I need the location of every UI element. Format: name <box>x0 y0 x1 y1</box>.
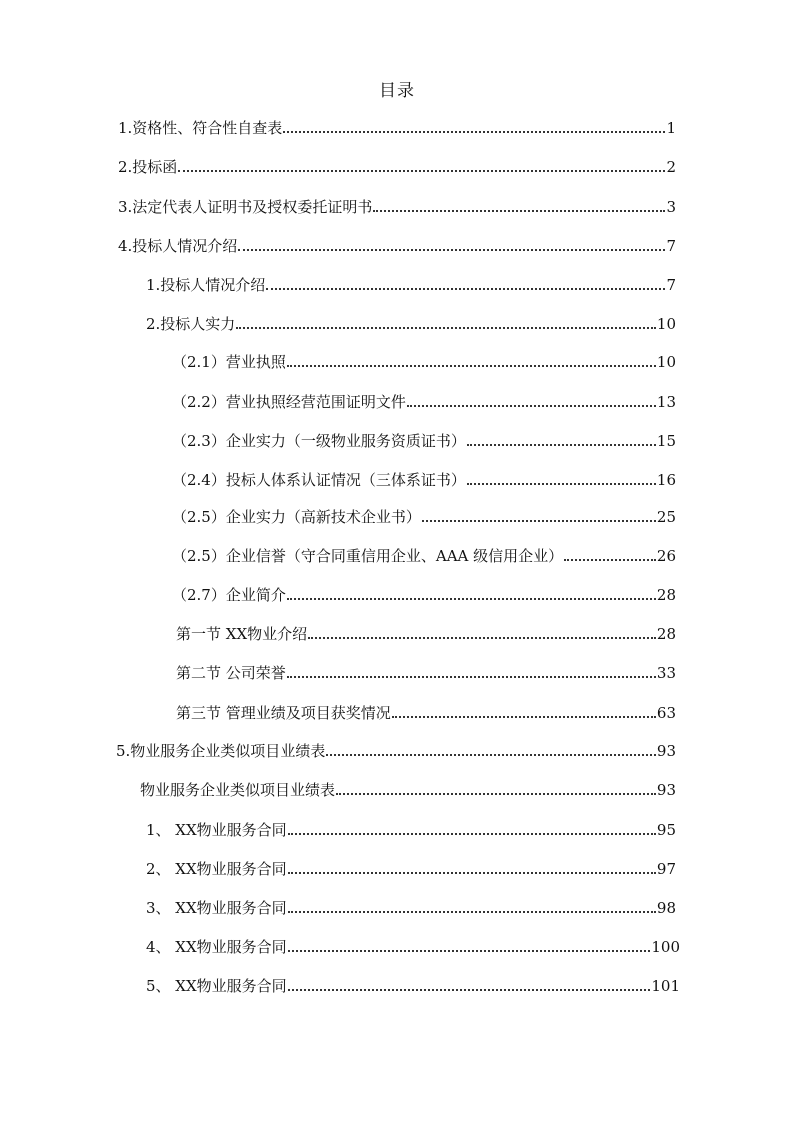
toc-entry-label: 3.法定代表人证明书及授权委托证明书 <box>118 198 373 216</box>
toc-entry-page-number: 2 <box>666 158 676 176</box>
toc-entry[interactable] <box>146 275 676 295</box>
toc-entry[interactable] <box>140 780 676 800</box>
toc-entry-page-number: 33 <box>656 664 676 682</box>
toc-entry-label: （2.2）营业执照经营范围证明文件 <box>172 393 406 411</box>
toc-entry[interactable] <box>146 314 676 334</box>
dot-leader <box>238 249 665 251</box>
dot-leader <box>392 716 656 718</box>
toc-entry[interactable] <box>176 703 676 723</box>
toc-entry-label: （2.5）企业信誉（守合同重信用企业、AAA 级信用企业） <box>172 547 564 565</box>
toc-entry[interactable] <box>118 236 676 256</box>
toc-entry-page-number: 26 <box>656 547 676 565</box>
toc-entry[interactable] <box>146 898 676 918</box>
toc-entry-label: （2.5）企业实力（高新技术企业书） <box>172 508 421 526</box>
toc-entry-label: 第一节 XX物业介绍 <box>176 625 308 643</box>
toc-entry-label: 5.物业服务企业类似项目业绩表 <box>116 742 326 760</box>
toc-entry-page-number: 25 <box>656 508 676 526</box>
toc-entry-page-number: 13 <box>656 393 676 411</box>
toc-entry-label: 第二节 公司荣誉 <box>176 664 286 682</box>
toc-entry-page-number: 100 <box>651 938 680 956</box>
toc-entry-label: 5、 XX物业服务合同 <box>146 977 287 995</box>
toc-entry-label: 1.投标人情况介绍 <box>146 276 266 294</box>
toc-entry-page-number: 15 <box>656 432 676 450</box>
toc-entry[interactable] <box>118 118 676 138</box>
dot-leader <box>266 288 665 290</box>
toc-entry-page-number: 16 <box>656 471 676 489</box>
toc-entry-page-number: 1 <box>666 119 676 137</box>
toc-entry-label: 2、 XX物业服务合同 <box>146 860 287 878</box>
toc-entry-label: 第三节 管理业绩及项目获奖情况 <box>176 704 391 722</box>
toc-entry[interactable] <box>116 741 676 761</box>
dot-leader <box>336 793 656 795</box>
dot-leader <box>287 676 656 678</box>
toc-entry[interactable] <box>172 470 676 490</box>
page-title: 目录 <box>379 81 415 101</box>
toc-entry[interactable] <box>146 820 676 840</box>
dot-leader <box>422 520 656 522</box>
dot-leader <box>467 444 656 446</box>
toc-entry-page-number: 63 <box>656 704 676 722</box>
toc-entry[interactable] <box>172 585 676 605</box>
toc-entry-page-number: 7 <box>666 237 676 255</box>
toc-entry[interactable] <box>176 663 676 683</box>
dot-leader <box>283 131 665 133</box>
toc-entry-page-number: 28 <box>656 625 676 643</box>
toc-entry-page-number: 95 <box>656 821 676 839</box>
toc-entry-page-number: 28 <box>656 586 676 604</box>
toc-entry-label: （2.3）企业实力（一级物业服务资质证书） <box>172 432 466 450</box>
dot-leader <box>564 559 656 561</box>
toc-entry-page-number: 7 <box>666 276 676 294</box>
dot-leader <box>178 170 665 172</box>
dot-leader <box>373 210 665 212</box>
toc-entry-page-number: 10 <box>656 315 676 333</box>
toc-entry[interactable] <box>118 157 676 177</box>
dot-leader <box>326 754 656 756</box>
dot-leader <box>287 365 656 367</box>
toc-entry[interactable] <box>172 546 676 566</box>
toc-entry[interactable] <box>172 507 676 527</box>
dot-leader <box>467 483 656 485</box>
toc-entry-page-number: 98 <box>656 899 676 917</box>
toc-entry[interactable] <box>172 352 676 372</box>
toc-entry[interactable] <box>118 197 676 217</box>
toc-entry-page-number: 101 <box>651 977 680 995</box>
toc-entry-page-number: 97 <box>656 860 676 878</box>
toc-entry[interactable] <box>176 624 676 644</box>
dot-leader <box>288 872 656 874</box>
toc-entry-page-number: 93 <box>656 742 676 760</box>
toc-entry-page-number: 3 <box>666 198 676 216</box>
toc-entry[interactable] <box>146 976 680 996</box>
toc-entry-label: 1.资格性、符合性自查表 <box>118 119 283 137</box>
toc-entry-label: 3、 XX物业服务合同 <box>146 899 287 917</box>
toc-entry-label: （2.7）企业简介 <box>172 586 286 604</box>
toc-entry-label: 4、 XX物业服务合同 <box>146 938 287 956</box>
dot-leader <box>308 637 656 639</box>
toc-entry-label: （2.4）投标人体系认证情况（三体系证书） <box>172 471 466 489</box>
toc-entry[interactable] <box>172 431 676 451</box>
dot-leader <box>287 598 656 600</box>
toc-entry-page-number: 10 <box>656 353 676 371</box>
toc-entry-label: 物业服务企业类似项目业绩表 <box>140 781 336 799</box>
toc-entry-label: 2.投标函 <box>118 158 178 176</box>
toc-entry[interactable] <box>172 392 676 412</box>
toc-entry-label: （2.1）营业执照 <box>172 353 286 371</box>
toc-entry[interactable] <box>146 937 680 957</box>
toc-entry-label: 4.投标人情况介绍 <box>118 237 238 255</box>
toc-entry-label: 1、 XX物业服务合同 <box>146 821 287 839</box>
dot-leader <box>407 405 656 407</box>
dot-leader <box>288 950 651 952</box>
toc-entry-page-number: 93 <box>656 781 676 799</box>
toc-entry[interactable] <box>146 859 676 879</box>
dot-leader <box>288 989 651 991</box>
dot-leader <box>288 911 656 913</box>
dot-leader <box>236 327 656 329</box>
dot-leader <box>288 833 656 835</box>
toc-entry-label: 2.投标人实力 <box>146 315 236 333</box>
